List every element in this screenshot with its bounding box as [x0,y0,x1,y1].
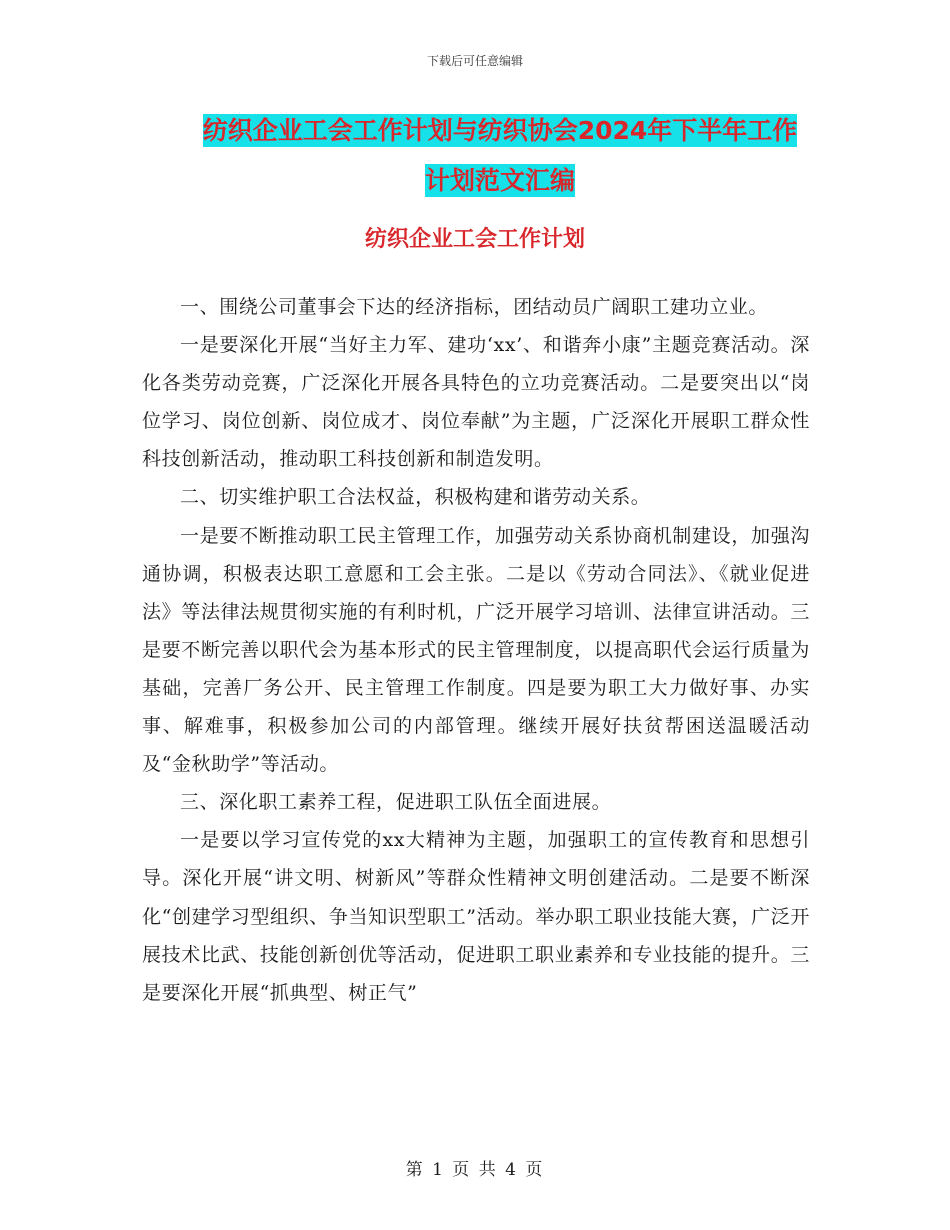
page-number-footer: 第 1 页 共 4 页 [405,1160,545,1180]
document-title [120,106,880,206]
paragraph: 二、切实维护职工合法权益，积极构建和谐劳动关系。 [180,486,651,509]
header-note: 下载后可任意编辑 [426,54,523,68]
paragraph: 一是要不断推动职工民主管理工作，加强劳动关系协商机制建设，加强沟通协调，积极表达职工意愿和工会主张。二是以《劳动合同法》、《就业促进法》等法律法规贯彻实施的有利时机，广泛开展学习培训、法律宣讲活动。三是要不断完善以职代会为基本形式的民主管理制度，以提高职代会运行质量为基础，完善厂务公开、民主管理工作制度。四是要为职工大力做好事、办实事、解难事，积极参加公司的内部管理。继续开展好扶贫帮困送温暖活动及“金秋助学”等活动。 [142,524,810,776]
paragraph: 一是要以学习宣传党的xx大精神为主题，加强职工的宣传教育和思想引导。深化开展“讲文明、树新风”等群众性精神文明创建活动。二是要不断深化“创建学习型组织、争当知识型职工”活动。举办职工职业技能大赛，广泛开展技术比武、技能创新创优等活动，促进职工职业素养和专业技能的提升。三是要深化开展“抓典型、树正气” [142,829,810,1004]
paragraph: 一、围绕公司董事会下达的经济指标，团结动员广阔职工建功立业。 [180,296,769,318]
section-title: 纺织企业工会工作计划 [364,227,585,252]
document-title-line-2: 计划范文汇编 [424,166,575,195]
paragraph: 一是要深化开展“当好主力军、建功‘xx’、和谐奔小康”主题竞赛活动。深化各类劳动竞赛，广泛深化开展各具特色的立功竞赛活动。二是要突出以“岗位学习、岗位创新、岗位成才、岗位奉献”为主题，广泛深化开展职工群众性科技创新活动，推动职工科技创新和制造发明。 [142,334,810,471]
document-title-line-1: 纺织企业工会工作计划与纺织协会2024年下半年工作 [202,116,798,145]
body-text [142,288,810,1012]
paragraph: 三、深化职工素养工程，促进职工队伍全面进展。 [180,791,612,814]
